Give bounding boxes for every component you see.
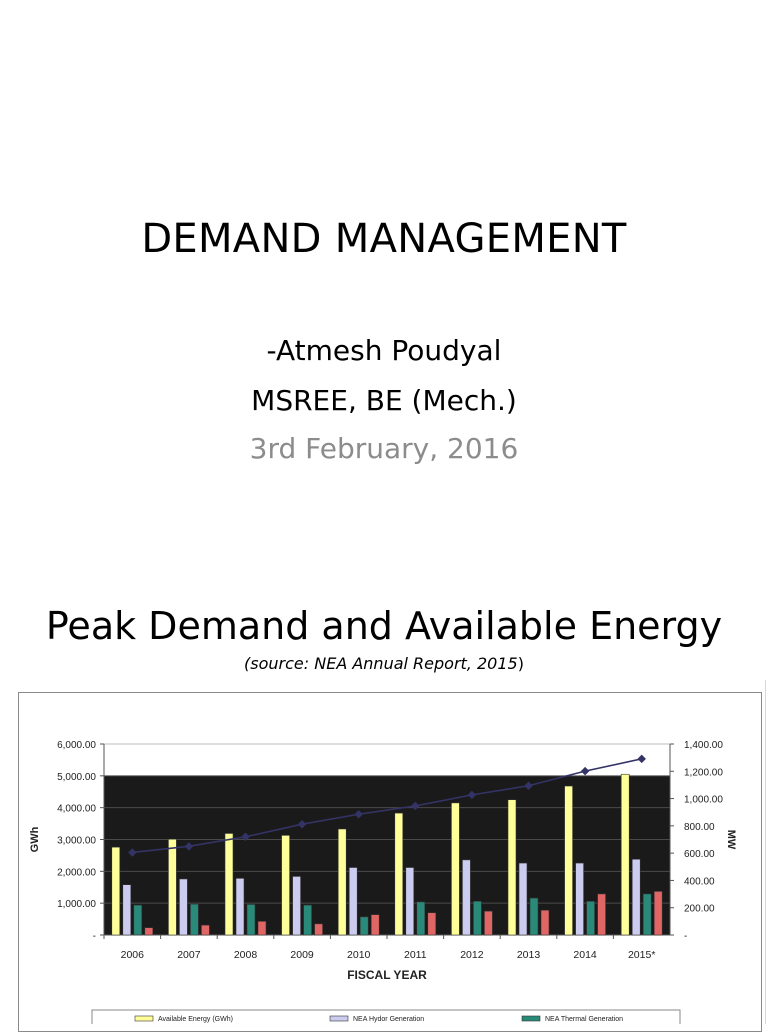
x-axis-title: FISCAL YEAR — [347, 968, 427, 982]
slide-title: DEMAND MANAGEMENT — [141, 216, 627, 262]
bar-import — [201, 925, 209, 935]
bar-import — [258, 921, 266, 935]
bar-available-energy-gwh- — [282, 835, 290, 935]
x-tick-label: 2014 — [573, 949, 597, 961]
x-tick-label: 2012 — [460, 949, 484, 961]
bar-available-energy-gwh- — [225, 833, 233, 935]
bar-nea-thermal-generation — [247, 904, 255, 935]
y-tick-label: 6,000.00 — [57, 740, 96, 751]
x-tick-label: 2007 — [177, 949, 201, 961]
bar-available-energy-gwh- — [168, 839, 176, 935]
bar-available-energy-gwh- — [112, 847, 120, 935]
legend-label: NEA Thermal Generation — [545, 1016, 624, 1023]
bar-import — [315, 924, 323, 935]
x-tick-label: 2011 — [404, 949, 427, 961]
y-tick-label: 1,000.00 — [57, 899, 96, 911]
y-tick-label: 3,000.00 — [57, 835, 96, 847]
bar-nea-thermal-generation — [190, 904, 198, 935]
y-tick-label: 4,000.00 — [57, 803, 96, 815]
bar-import — [428, 913, 436, 935]
bar-available-energy-gwh- — [508, 800, 516, 935]
x-tick-label: 2009 — [290, 949, 314, 961]
bar-nea-hydor-generation — [293, 876, 301, 935]
bar-import — [371, 915, 379, 935]
x-tick-label: 2015* — [627, 949, 656, 961]
source-close: ) — [517, 654, 524, 673]
bar-nea-hydor-generation — [519, 863, 527, 935]
y-tick-label: 5,000.00 — [57, 771, 96, 783]
bar-nea-hydor-generation — [349, 868, 357, 935]
bar-import — [541, 910, 549, 935]
bar-nea-thermal-generation — [304, 905, 312, 935]
bar-nea-hydor-generation — [462, 860, 470, 935]
y2-tick-label: - — [684, 931, 688, 942]
bar-available-energy-gwh- — [338, 829, 346, 935]
y2-tick-label: 1,400.00 — [684, 740, 723, 751]
y2-tick-label: 800.00 — [684, 821, 715, 833]
x-tick-label: 2013 — [516, 949, 541, 961]
plot-area-dark — [104, 776, 670, 935]
y2-tick-label: 400.00 — [684, 876, 715, 888]
legend-swatch — [522, 1016, 540, 1021]
presentation-date: 3rd February, 2016 — [249, 432, 519, 465]
legend-swatch — [330, 1016, 348, 1021]
author-name: -Atmesh Poudyal — [266, 334, 502, 367]
bar-nea-hydor-generation — [406, 868, 414, 935]
bar-nea-thermal-generation — [643, 894, 651, 935]
x-tick-label: 2006 — [120, 949, 144, 961]
bar-available-energy-gwh- — [621, 774, 629, 935]
bar-nea-thermal-generation — [473, 901, 481, 935]
y-axis-title: GWh — [29, 826, 41, 853]
bar-import — [598, 894, 606, 935]
y2-tick-label: 1,200.00 — [684, 767, 723, 779]
bar-nea-hydor-generation — [236, 878, 244, 935]
bar-nea-thermal-generation — [587, 901, 595, 935]
bar-available-energy-gwh- — [395, 813, 403, 935]
y2-tick-label: 1,000.00 — [684, 794, 723, 806]
bar-nea-thermal-generation — [134, 905, 142, 935]
x-tick-label: 2010 — [347, 949, 371, 961]
source-text: (source: NEA Annual Report, 2015 — [244, 654, 518, 673]
bar-available-energy-gwh- — [451, 803, 459, 935]
bar-import — [484, 911, 492, 935]
bar-nea-hydor-generation — [179, 879, 187, 935]
y2-tick-label: 600.00 — [684, 849, 715, 861]
y-tick-label: - — [92, 931, 96, 942]
bar-nea-thermal-generation — [360, 917, 368, 935]
y2-axis-title: MW — [725, 829, 737, 850]
bar-import — [145, 928, 153, 935]
y2-tick-label: 200.00 — [684, 903, 715, 915]
author-degree: MSREE, BE (Mech.) — [251, 384, 517, 417]
bar-import — [654, 891, 662, 935]
bar-nea-thermal-generation — [530, 898, 538, 935]
bar-nea-hydor-generation — [123, 885, 131, 935]
bar-nea-hydor-generation — [632, 859, 640, 935]
legend-label: NEA Hydor Generation — [353, 1016, 425, 1023]
legend-label: Available Energy (GWh) — [158, 1016, 233, 1023]
x-tick-label: 2008 — [233, 949, 258, 961]
chart-slide-title: Peak Demand and Available Energy — [45, 604, 723, 648]
y-tick-label: 2,000.00 — [57, 867, 96, 879]
bar-nea-thermal-generation — [417, 902, 425, 935]
bar-nea-hydor-generation — [576, 863, 584, 935]
legend-swatch — [135, 1016, 153, 1021]
bar-available-energy-gwh- — [565, 786, 573, 935]
